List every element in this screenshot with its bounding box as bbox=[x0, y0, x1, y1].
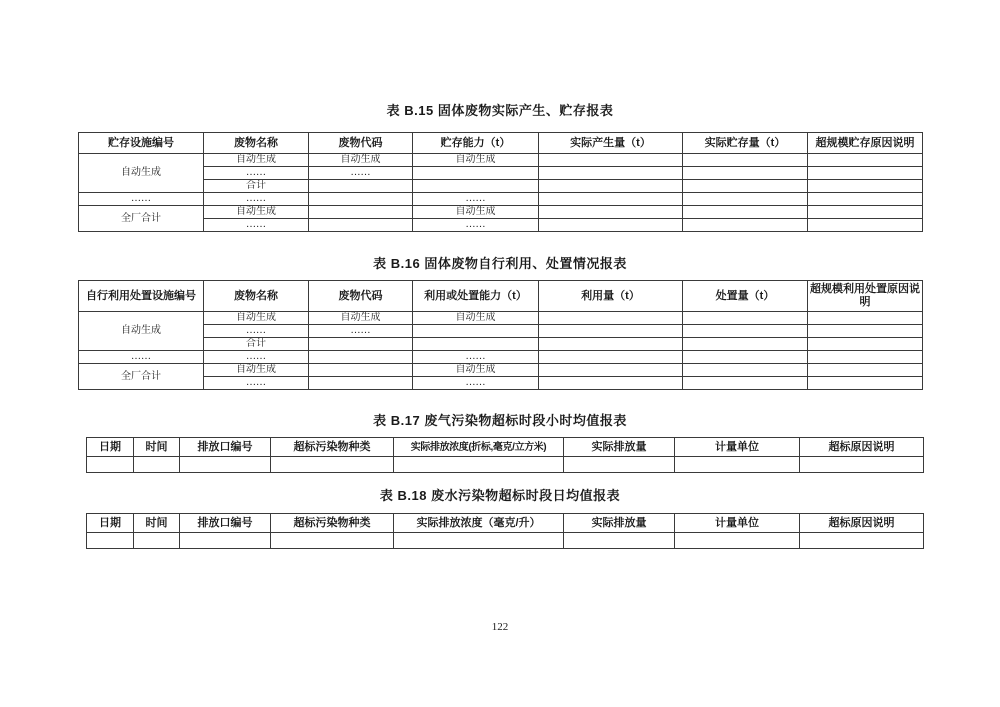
table-cell bbox=[539, 193, 683, 206]
table-cell: …… bbox=[204, 325, 309, 338]
column-header: 日期 bbox=[87, 514, 134, 533]
table-cell: …… bbox=[204, 193, 309, 206]
table-cell: …… bbox=[204, 377, 309, 390]
table-cell bbox=[309, 206, 413, 219]
column-header: 自行利用处置设施编号 bbox=[79, 281, 204, 312]
table-cell bbox=[808, 180, 923, 193]
table-row bbox=[79, 364, 923, 377]
table-row bbox=[87, 514, 924, 533]
column-header: 时间 bbox=[134, 438, 180, 457]
table-cell: 自动生成 bbox=[79, 154, 204, 193]
table-cell: 合计 bbox=[204, 180, 309, 193]
column-header: 实际产生量（t） bbox=[539, 133, 683, 154]
column-header: 排放口编号 bbox=[180, 514, 271, 533]
table-cell bbox=[539, 180, 683, 193]
table-b15 bbox=[78, 132, 923, 232]
table-b18 bbox=[86, 513, 924, 549]
table-cell bbox=[539, 167, 683, 180]
table-cell bbox=[800, 533, 924, 549]
table-cell: …… bbox=[309, 325, 413, 338]
table-cell bbox=[309, 219, 413, 232]
table-cell: …… bbox=[79, 351, 204, 364]
table-cell bbox=[683, 351, 808, 364]
table-cell: 自动生成 bbox=[309, 154, 413, 167]
column-header: 废物代码 bbox=[309, 281, 413, 312]
table-b18-title: 表 B.18 废水污染物超标时段日均值报表 bbox=[379, 488, 621, 503]
column-header: 日期 bbox=[87, 438, 134, 457]
table-cell bbox=[539, 206, 683, 219]
table-cell: 自动生成 bbox=[79, 312, 204, 351]
table-cell: 合计 bbox=[204, 338, 309, 351]
table-cell: 自动生成 bbox=[413, 154, 539, 167]
page-number: 122 bbox=[491, 621, 509, 633]
table-cell bbox=[394, 457, 564, 473]
table-cell bbox=[683, 180, 808, 193]
table-row bbox=[79, 154, 923, 167]
table-cell: …… bbox=[413, 193, 539, 206]
column-header: 超规模利用处置原因说明 bbox=[808, 281, 923, 312]
table-cell bbox=[683, 325, 808, 338]
table-cell bbox=[87, 457, 134, 473]
table-cell: …… bbox=[204, 167, 309, 180]
column-header: 利用量（t） bbox=[539, 281, 683, 312]
column-header: 实际贮存量（t） bbox=[683, 133, 808, 154]
table-cell bbox=[683, 206, 808, 219]
table-row bbox=[79, 167, 923, 180]
table-b16-title: 表 B.16 固体废物自行利用、处置情况报表 bbox=[373, 256, 627, 271]
table-cell: …… bbox=[79, 193, 204, 206]
table-cell: …… bbox=[309, 167, 413, 180]
table-cell bbox=[675, 533, 800, 549]
column-header: 时间 bbox=[134, 514, 180, 533]
table-cell bbox=[134, 457, 180, 473]
table-cell bbox=[808, 193, 923, 206]
table-row bbox=[79, 281, 923, 312]
table-cell bbox=[564, 457, 675, 473]
table-cell bbox=[413, 167, 539, 180]
table-cell bbox=[394, 533, 564, 549]
table-row bbox=[79, 351, 923, 364]
table-cell bbox=[180, 533, 271, 549]
column-header: 贮存能力（t） bbox=[413, 133, 539, 154]
table-row bbox=[79, 193, 923, 206]
table-cell: 自动生成 bbox=[204, 364, 309, 377]
table-cell bbox=[800, 457, 924, 473]
table-row bbox=[79, 180, 923, 193]
table-cell bbox=[683, 364, 808, 377]
table-b17 bbox=[86, 437, 924, 473]
table-cell bbox=[539, 312, 683, 325]
column-header: 实际排放浓度(折标,毫克/立方米) bbox=[394, 438, 564, 457]
table-cell bbox=[808, 154, 923, 167]
table-row bbox=[87, 438, 924, 457]
table-cell bbox=[808, 325, 923, 338]
table-cell bbox=[564, 533, 675, 549]
table-cell: …… bbox=[413, 351, 539, 364]
table-cell bbox=[413, 338, 539, 351]
column-header: 废物名称 bbox=[204, 281, 309, 312]
table-row bbox=[79, 312, 923, 325]
table-cell bbox=[309, 338, 413, 351]
column-header: 超标污染物种类 bbox=[271, 438, 394, 457]
column-header: 排放口编号 bbox=[180, 438, 271, 457]
table-cell bbox=[683, 193, 808, 206]
table-cell: 自动生成 bbox=[413, 312, 539, 325]
table-cell bbox=[808, 338, 923, 351]
table-cell: 自动生成 bbox=[309, 312, 413, 325]
table-row bbox=[87, 457, 924, 473]
table-row bbox=[79, 338, 923, 351]
table-cell bbox=[539, 219, 683, 232]
table-cell bbox=[309, 351, 413, 364]
column-header: 超规模贮存原因说明 bbox=[808, 133, 923, 154]
table-cell bbox=[683, 219, 808, 232]
table-cell bbox=[539, 364, 683, 377]
table-cell bbox=[808, 351, 923, 364]
table-cell bbox=[539, 154, 683, 167]
table-cell bbox=[309, 193, 413, 206]
table-cell bbox=[271, 533, 394, 549]
table-b17-title: 表 B.17 废气污染物超标时段小时均值报表 bbox=[373, 413, 627, 428]
table-cell bbox=[309, 377, 413, 390]
column-header: 超标原因说明 bbox=[800, 438, 924, 457]
column-header: 实际排放量 bbox=[564, 438, 675, 457]
table-cell bbox=[808, 377, 923, 390]
column-header: 废物代码 bbox=[309, 133, 413, 154]
table-row bbox=[87, 533, 924, 549]
column-header: 超标污染物种类 bbox=[271, 514, 394, 533]
table-cell bbox=[683, 312, 808, 325]
table-row bbox=[79, 325, 923, 338]
column-header: 处置量（t） bbox=[683, 281, 808, 312]
table-cell bbox=[413, 180, 539, 193]
table-cell bbox=[683, 167, 808, 180]
table-cell: 全厂合计 bbox=[79, 364, 204, 390]
table-cell bbox=[180, 457, 271, 473]
table-cell: …… bbox=[413, 219, 539, 232]
table-row bbox=[79, 206, 923, 219]
column-header: 贮存设施编号 bbox=[79, 133, 204, 154]
table-cell bbox=[808, 364, 923, 377]
table-cell: …… bbox=[204, 351, 309, 364]
table-cell bbox=[539, 338, 683, 351]
table-cell bbox=[808, 206, 923, 219]
table-cell bbox=[134, 533, 180, 549]
column-header: 计量单位 bbox=[675, 514, 800, 533]
table-row bbox=[79, 133, 923, 154]
column-header: 利用或处置能力（t） bbox=[413, 281, 539, 312]
column-header: 废物名称 bbox=[204, 133, 309, 154]
table-cell bbox=[683, 377, 808, 390]
table-cell bbox=[309, 364, 413, 377]
column-header: 超标原因说明 bbox=[800, 514, 924, 533]
table-b16 bbox=[78, 280, 923, 390]
column-header: 实际排放浓度（毫克/升） bbox=[394, 514, 564, 533]
table-cell bbox=[539, 351, 683, 364]
table-cell: …… bbox=[413, 377, 539, 390]
table-cell bbox=[309, 180, 413, 193]
table-cell: 自动生成 bbox=[413, 206, 539, 219]
table-cell: 自动生成 bbox=[413, 364, 539, 377]
table-row bbox=[79, 377, 923, 390]
table-cell bbox=[271, 457, 394, 473]
table-b15-title: 表 B.15 固体废物实际产生、贮存报表 bbox=[386, 103, 614, 118]
column-header: 计量单位 bbox=[675, 438, 800, 457]
table-cell: …… bbox=[204, 219, 309, 232]
column-header: 实际排放量 bbox=[564, 514, 675, 533]
table-row bbox=[79, 219, 923, 232]
table-cell: 自动生成 bbox=[204, 206, 309, 219]
table-cell bbox=[539, 325, 683, 338]
table-cell bbox=[808, 219, 923, 232]
table-cell bbox=[87, 533, 134, 549]
table-cell: 全厂合计 bbox=[79, 206, 204, 232]
table-cell bbox=[675, 457, 800, 473]
table-cell bbox=[808, 167, 923, 180]
table-cell bbox=[413, 325, 539, 338]
table-cell bbox=[539, 377, 683, 390]
table-cell: 自动生成 bbox=[204, 312, 309, 325]
table-cell bbox=[808, 312, 923, 325]
table-cell bbox=[683, 338, 808, 351]
table-cell bbox=[683, 154, 808, 167]
table-cell: 自动生成 bbox=[204, 154, 309, 167]
